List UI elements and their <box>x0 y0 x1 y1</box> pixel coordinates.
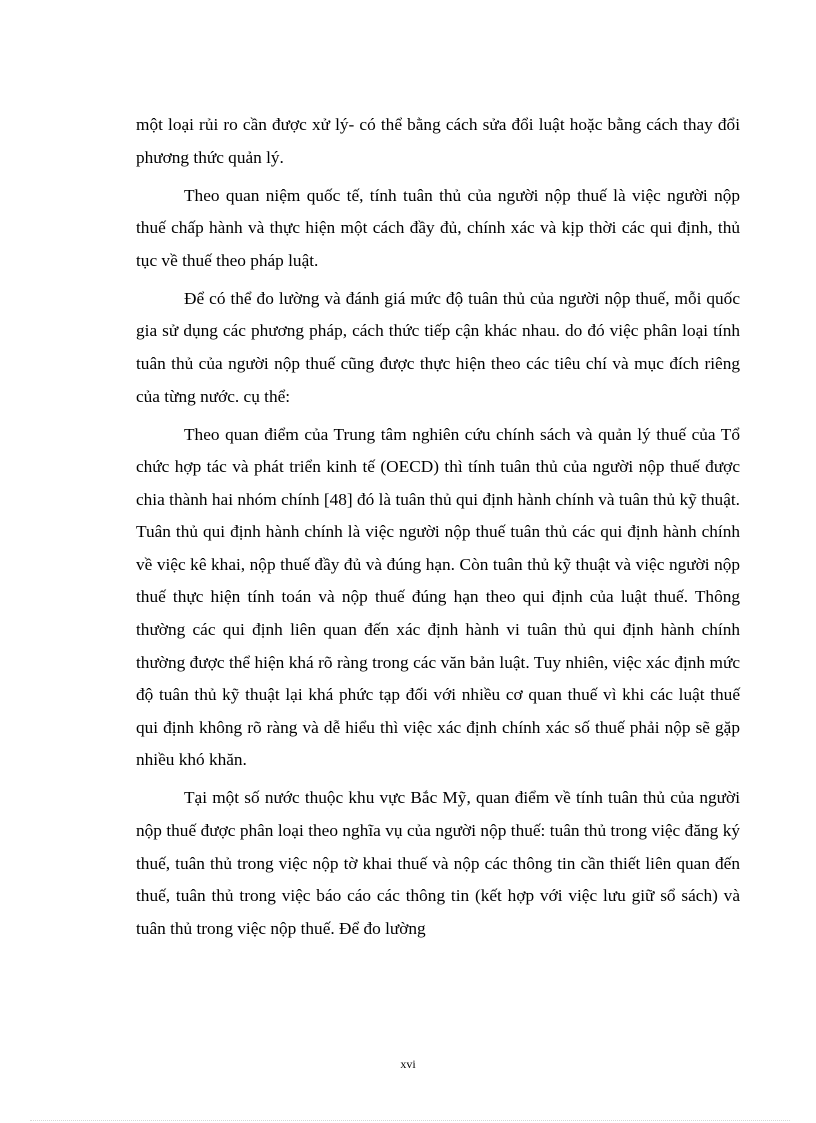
document-body <box>136 109 740 951</box>
paragraph-measurement-methods: Để có thể đo lường và đánh giá mức độ tuân thủ của người nộp thuế, mỗi quốc gia sử dụng các phương pháp, cách thức tiếp cận khác nhau. do đó việc phân loại tính tuân thủ của người nộp thuế cũng được thực hiện theo các tiêu chí và mục đích riêng của từng nước. cụ thể: <box>136 288 740 406</box>
paragraph-north-america: Tại một số nước thuộc khu vực Bắc Mỹ, quan điểm về tính tuân thủ của người nộp thuế được phân loại theo nghĩa vụ của người nộp thuế: tuân thủ trong việc đăng ký thuế, tuân thủ trong việc nộp tờ khai thuế và nộp các thông tin cần thiết liên quan đến thuế, tuân thủ trong việc báo cáo các thông tin (kết hợp với việc lưu giữ sổ sách) và tuân thủ trong việc nộp thuế. Để đo lường <box>136 788 740 938</box>
page-bottom-divider <box>30 1120 790 1121</box>
paragraph-international-concept: Theo quan niệm quốc tế, tính tuân thủ của người nộp thuế là việc người nộp thuế chấp hành và thực hiện một cách đầy đủ, chính xác và kịp thời các qui định, thủ tục về thuế theo pháp luật. <box>136 185 740 270</box>
paragraph-oecd-view: Theo quan điểm của Trung tâm nghiên cứu chính sách và quản lý thuế của Tổ chức hợp tác và phát triển kinh tế (OECD) thì tính tuân thủ của người nộp thuế được chia thành hai nhóm chính [48] đó là tuân thủ qui định hành chính và tuân thủ kỹ thuật. Tuân thủ qui định hành chính là việc người nộp thuế tuân thủ các qui định hành chính về việc kê khai, nộp thuế đầy đủ và đúng hạn. Còn tuân thủ kỹ thuật và việc người nộp thuế thực hiện tính toán và nộp thuế đúng hạn theo qui định của luật thuế. Thông thường các qui định liên quan đến xác định hành vi tuân thủ qui định hành chính thường được thể hiện khá rõ ràng trong các văn bản luật. Tuy nhiên, việc xác định mức độ tuân thủ kỹ thuật lại khá phức tạp đối với nhiều cơ quan thuế vì khi các luật thuế qui định không rõ ràng và dễ hiểu thì việc xác định chính xác số thuế phải nộp sẽ gặp nhiều khó khăn. <box>136 424 740 770</box>
page-number: xvi <box>400 1057 416 1071</box>
paragraph-continuation: một loại rủi ro cần được xử lý- có thể bằng cách sửa đổi luật hoặc bằng cách thay đổi phương thức quản lý. <box>136 115 740 167</box>
